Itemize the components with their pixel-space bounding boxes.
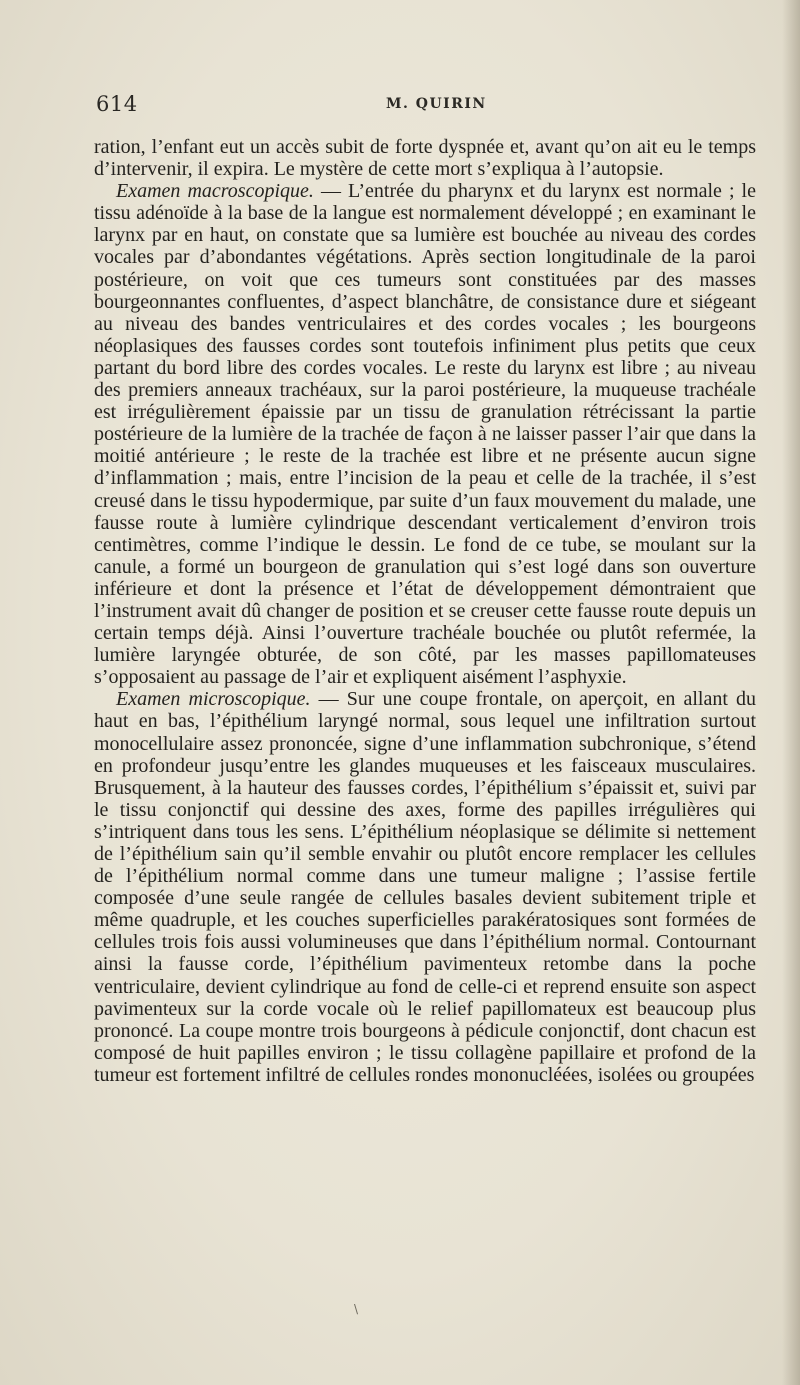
paragraph-microscopic: [94, 688, 756, 1086]
body-text: [94, 136, 756, 1086]
page-header: [96, 92, 756, 116]
paragraph-macroscopic: [94, 180, 756, 688]
paragraph-text: — L’entrée du pharynx et du larynx est normale ; le tissu adénoïde à la base de la langue est normalement développé ; en examinant le larynx par en haut, on constate que sa lumière est bouchée au niveau des cordes vocales par d’abondantes végétations. Après section longitudinale de la paroi postérieure, on voit que ces tumeurs sont constituées par des masses bourgeonnantes confluentes, d’aspect blanchâtre, de consistance dure et siégeant au niveau des bandes ventriculaires et des cordes vocales ; les bourgeons néoplasiques des fausses cordes sont toutefois infiniment plus petits que ceux partant du bord libre des cordes vocales. Le reste du larynx est libre ; au niveau des premiers anneaux trachéaux, sur la paroi postérieure, la muqueuse trachéale est irrégulièrement épaissie par un tissu de granulation rétrécissant la partie postérieure de la lumière de la trachée de façon à ne laisser passer l’air que dans la moitié antérieure ; le reste de la trachée est libre et ne présente aucun signe d’inflammation ; mais, entre l’incision de la peau et celle de la trachée, il s’est creusé dans le tissu hypodermique, par suite d’un faux mouvement du malade, une fausse route à lumière cylindrique descendant verticalement d’environ trois centimètres, comme l’indique le dessin. Le fond de ce tube, se moulant sur la canule, a formé un bourgeon de granulation qui s’est logé dans son ouverture inférieure et dont la présence et l’état de développement démontraient que l’instrument avait dû changer de position et se creuser cette fausse route depuis un certain temps déjà. Ainsi l’ouverture trachéale bouchée ou plutôt refermée, la lumière laryngée obturée, de son côté, par les masses papillomateuses s’opposaient au passage de l’air et expliquent aisément l’asphyxie.: [94, 180, 756, 689]
paragraph-text: ration, l’enfant eut un accès subit de forte dyspnée et, avant qu’on ait eu le temps d’intervenir, il expira. Le mystère de cette mort s’expliqua à l’autopsie.: [94, 136, 756, 181]
paragraph-lead: Examen microscopique.: [116, 688, 311, 711]
paragraph-text: — Sur une coupe frontale, on aperçoit, en allant du haut en bas, l’épithélium laryngé normal, sous lequel une infiltration surtout monocellulaire assez prononcée, signe d’une inflammation subchronique, s’étend en profondeur jusqu’entre les glandes muqueuses et les faisceaux musculaires. Brusquement, à la hauteur des fausses cordes, l’épithélium s’épaissit et, suivi par le tissu conjonctif qui dessine des axes, forme des papilles irrégulières qui s’intriquent dans tous les sens. L’épithélium néoplasique se délimite si nettement de l’épithélium sain qu’il semble envahir ou plutôt encore remplacer les cellules de l’épithélium normal comme dans une tumeur maligne ; l’assise fertile composée d’une seule rangée de cellules basales devient subitement triple et même quadruple, et les couches superficielles parakératosiques sont formées de cellules trois fois aussi volumineuses que dans l’épithélium normal. Contournant ainsi la fausse corde, l’épithélium pavimenteux retombe dans la poche ventriculaire, devient cylindrique au fond de celle-ci et reprend ensuite son aspect pavimenteux sur la corde vocale où le relief papillomateux est beaucoup plus prononcé. La coupe montre trois bourgeons à pédicule conjonctif, dont chacun est composé de huit papilles environ ; le tissu collagène papillaire et profond de la tumeur est fortement infiltré de cellules rondes mononucléées, isolées ou groupées: [94, 688, 756, 1086]
paragraph-lead: Examen macroscopique.: [116, 180, 314, 203]
running-head: M. QUIRIN: [386, 96, 487, 112]
stray-mark: \: [354, 1302, 359, 1316]
page-number: 614: [96, 92, 138, 116]
paragraph-continuation: [94, 136, 756, 180]
